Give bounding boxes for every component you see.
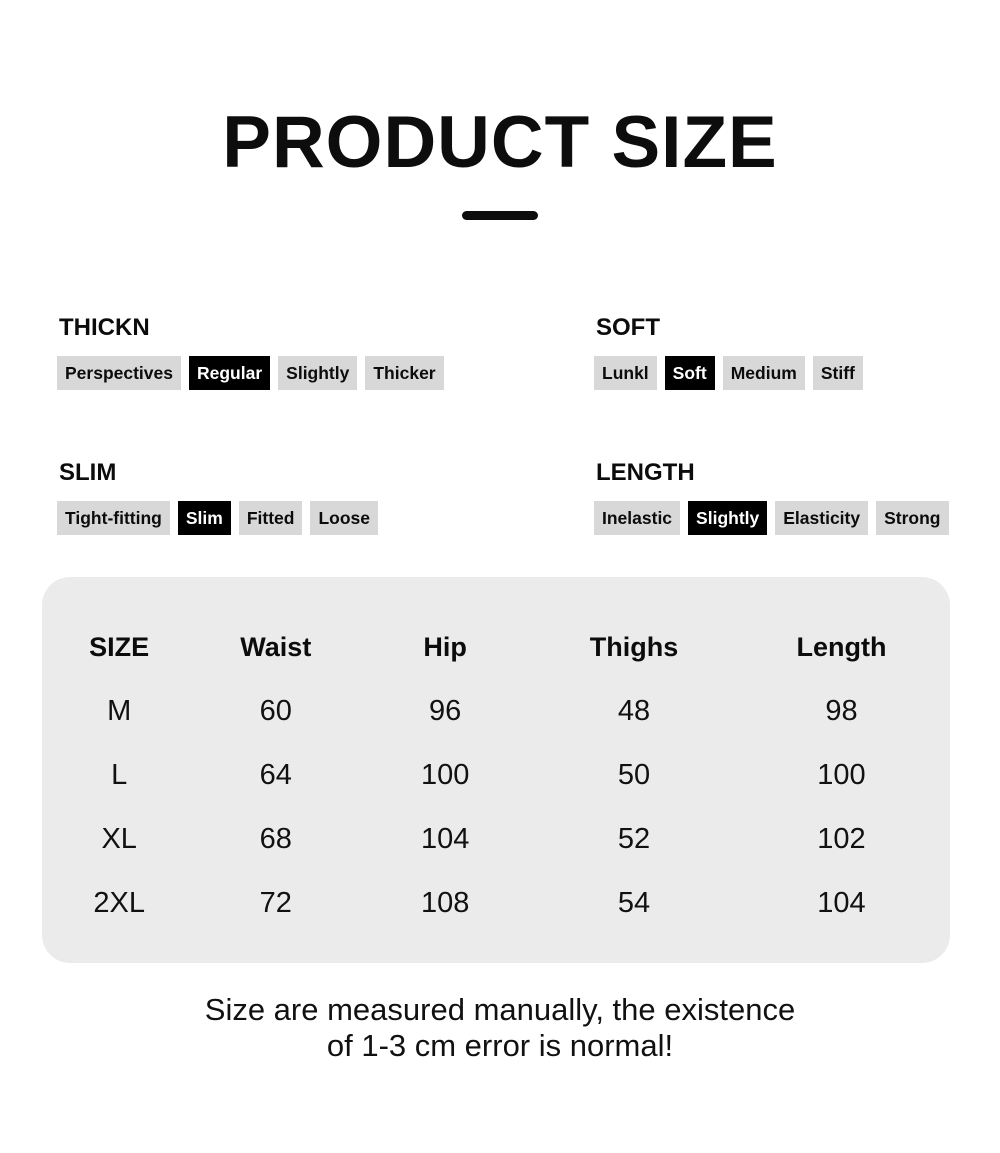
column-header-length: Length [796,631,887,662]
soft-option-medium: Medium [723,356,805,390]
title-underline [462,211,538,220]
table-cell: 108 [420,886,470,919]
slim-option-loose: Loose [310,501,378,535]
soft-option-stiff: Stiff [813,356,863,390]
column-header-thighs: Thighs [589,631,679,662]
table-cell: 68 [259,822,292,855]
attribute-options-row [57,501,378,535]
table-cell: 98 [825,694,858,727]
page-title: PRODUCT SIZE [222,102,778,183]
slim-option-slim: Slim [178,501,231,535]
attribute-options-row [594,356,863,390]
table-cell: 96 [429,694,462,727]
thickn-option-slightly: Slightly [278,356,357,390]
table-cell: 100 [420,758,470,791]
table-cell: 64 [259,758,292,791]
table-cell: 104 [817,886,866,919]
attribute-group-thickn [57,314,444,390]
thickn-option-perspectives: Perspectives [57,356,181,390]
table-cell: L [111,758,128,791]
slim-option-tight-fitting: Tight-fitting [57,501,170,535]
table-row [42,679,950,743]
attribute-group-length [594,459,949,535]
slim-option-fitted: Fitted [239,501,303,535]
column-header-hip: Hip [423,631,467,662]
table-header-row [42,615,950,679]
attribute-group-label: SLIM [59,459,117,486]
thickn-option-thicker: Thicker [365,356,443,390]
length-option-elasticity: Elasticity [775,501,868,535]
size-table [42,615,950,935]
attribute-group-label: LENGTH [596,459,695,486]
length-option-inelastic: Inelastic [594,501,680,535]
table-cell: 104 [420,822,470,855]
table-cell: XL [101,822,137,855]
thickn-option-regular: Regular [189,356,270,390]
column-header-waist: Waist [240,631,312,662]
table-cell: 50 [617,758,651,791]
table-row [42,807,950,871]
table-cell: 52 [617,822,651,855]
size-table-panel [42,577,950,963]
soft-option-soft: Soft [665,356,715,390]
table-cell: 60 [259,694,292,727]
attribute-group-label: THICKN [59,314,150,341]
disclaimer-line-2: of 1-3 cm error is normal! [326,1028,674,1063]
table-row [42,743,950,807]
table-cell: 48 [617,694,651,727]
length-option-strong: Strong [876,501,948,535]
attribute-group-label: SOFT [596,314,660,341]
table-cell: 100 [817,758,866,791]
attribute-group-soft [594,314,863,390]
table-cell: 54 [617,886,651,919]
table-cell: 102 [817,822,866,855]
length-option-slightly: Slightly [688,501,767,535]
column-header-size: SIZE [89,631,150,662]
table-cell: 2XL [93,886,145,919]
table-row [42,871,950,935]
disclaimer-line-1: Size are measured manually, the existence [204,992,796,1027]
attribute-options-row [594,501,949,535]
soft-option-lunkl: Lunkl [594,356,657,390]
attribute-group-slim [57,459,378,535]
table-cell: 72 [259,886,292,919]
attribute-options-row [57,356,444,390]
table-cell: M [107,694,132,727]
measurement-disclaimer [0,992,1000,1064]
